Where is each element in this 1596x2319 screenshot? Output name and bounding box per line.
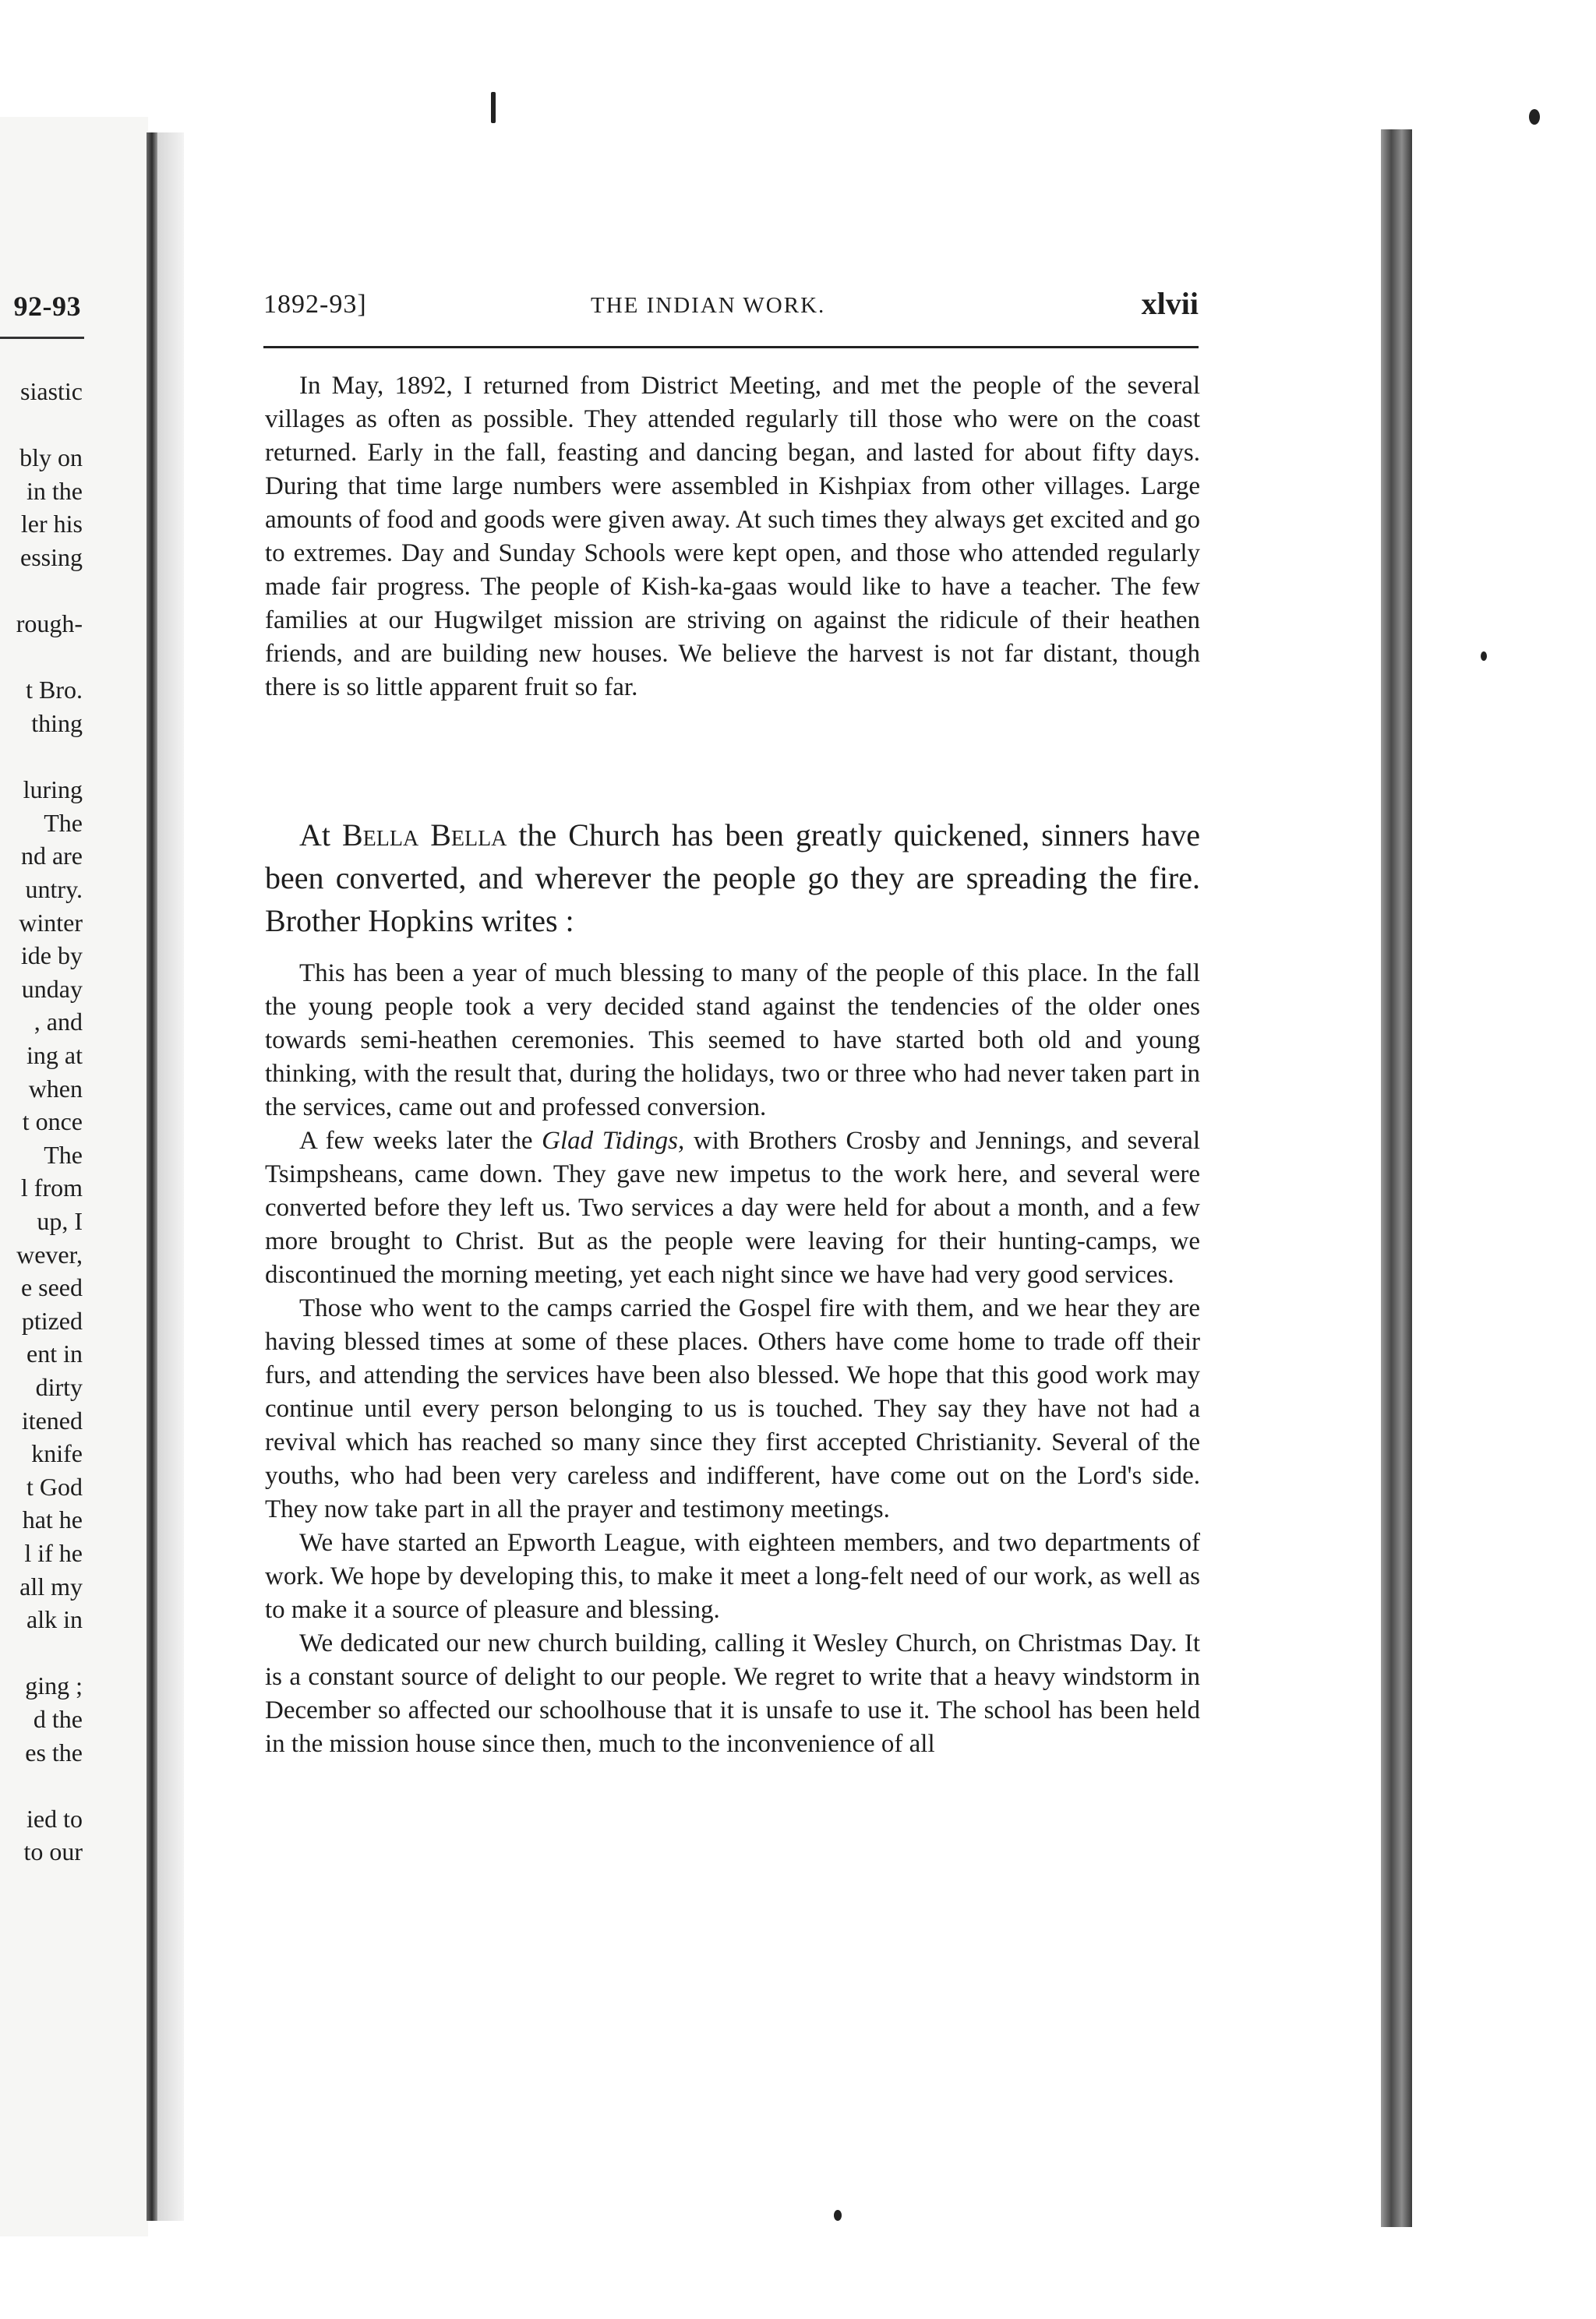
- paragraph-district-meeting: In May, 1892, I returned from District Meeting, and met the people of the several villages as often as possible. They attended regularly till those who were on the coast returned. Early in the fall, feasting and dancing began, and lasted for about fifty days. During that time large numbers were assembled in Kishpiax from other villages. Large amounts of food and goods were given away. At such times they always get excited and go to extremes. Day and Sunday Schools were kept open, and those who attended regularly made fair progress. The people of Kish-ka-gaas would like to have a teacher. The few families at our Hugwilget mission are striving on against the ridicule of their heathen friends, and are building new houses. We believe the harvest is not far distant, though there is so little apparent fruit so far.: [265, 372, 1200, 701]
- left-page-line: up, I: [37, 1207, 83, 1235]
- left-page-header: 92-93: [13, 291, 81, 322]
- left-page-line: rough-: [16, 609, 83, 638]
- left-page-line: t Bro.: [26, 676, 83, 704]
- left-page-line: when: [28, 1074, 83, 1103]
- paragraph-glad-tidings: A few weeks later the Glad Tidings, with Brothers Crosby and Jennings, and several Tsimpsheans, came down. They gave new impetus to the work here, and several were converted before they left us. Two services a day were held for about a month, and a few more brought to Christ. But as the people were leaving for their hunting-camps, we discontinued the morning meeting, yet each night since we have had very good services.: [265, 1127, 1200, 1289]
- left-page-line: winter: [19, 908, 83, 937]
- header-title: THE INDIAN WORK.: [591, 293, 826, 318]
- left-page-line: nd are: [20, 842, 83, 870]
- left-page-line: d the: [33, 1705, 83, 1733]
- left-page-line: wever,: [16, 1240, 83, 1269]
- left-page-line: ging ;: [25, 1671, 83, 1700]
- left-page-line: all my: [19, 1572, 83, 1601]
- left-page-line: ent in: [26, 1340, 83, 1368]
- page-number: xlvii: [1141, 286, 1199, 321]
- scan-speck: [1529, 109, 1540, 125]
- left-page-line: The: [44, 1140, 83, 1169]
- left-page-line: untry.: [25, 875, 83, 903]
- left-page-edge: [147, 132, 157, 2221]
- left-page-line: ptized: [21, 1306, 83, 1335]
- left-page-line: alk in: [26, 1605, 83, 1634]
- left-page-line: siastic: [20, 377, 83, 405]
- paragraph-gospel-fire: Those who went to the camps carried the Gospel fire with them, and we hear they are having blessed times at some of these places. Others have come home to trade off their furs, and attending the services have been also blessed. We hope that this good work may continue until every person belonging to us is touched. They say they have not had a revival which has reached so many since they first accepted Christianity. Several of the youths, who had been very careless and indifferent, have come out on the Lord's side. They now take part in all the prayer and testimony meetings.: [265, 1294, 1200, 1523]
- paragraph-epworth-league: We have started an Epworth League, with eighteen members, and two departments of work. We hope by developing this, to make it meet a long-felt need of our work, as well as to make it a source of pleasure and blessing.: [265, 1529, 1200, 1624]
- left-page-line: luring: [23, 775, 83, 804]
- place-name-bella-bella: Bella Bella: [342, 817, 507, 852]
- paragraph-wesley-church: We dedicated our new church building, calling it Wesley Church, on Christmas Day. It is a constant source of delight to our people. We regret to write that a heavy windstorm in December so affected our schoolhouse that it is unsafe to use it. The school has been held in the mission house since then, much to the inconvenience of all: [265, 1629, 1200, 1758]
- left-page-line: e seed: [20, 1273, 83, 1302]
- left-page-line: itened: [21, 1406, 83, 1435]
- left-page-line: l from: [20, 1174, 83, 1202]
- header-rule: [263, 346, 1199, 348]
- left-page-line: ide by: [20, 941, 83, 970]
- left-page-line: dirty: [35, 1373, 83, 1401]
- left-page-line: ler his: [20, 510, 83, 538]
- left-page-line: ing at: [26, 1041, 83, 1069]
- left-page-line: ied to: [26, 1804, 83, 1833]
- scan-speck: [834, 2210, 842, 2221]
- paragraph-year-of-blessing: This has been a year of much blessing to many of the people of this place. In the fall the young people took a very decided stand against the tendencies of the older ones towards semi-heathen ceremonies. This seemed to have started both old and young thinking, with the result that, during the holidays, two or three who had never taken part in the services, came out and professed conversion.: [265, 959, 1200, 1121]
- left-page-line: in the: [26, 476, 83, 505]
- left-page-rule: [0, 337, 84, 339]
- left-page-line: t once: [22, 1107, 83, 1136]
- ship-name: Glad Tidings,: [542, 1127, 685, 1155]
- scan-speck: [491, 92, 496, 123]
- header-years: 1892-93]: [263, 290, 367, 319]
- left-page-line: The: [44, 808, 83, 837]
- left-page-line: thing: [31, 709, 83, 737]
- left-page-line: es the: [25, 1738, 83, 1767]
- left-page-line: knife: [31, 1439, 83, 1468]
- left-page-line: hat he: [22, 1505, 83, 1534]
- left-page-line: t God: [26, 1472, 83, 1501]
- page-gutter: [157, 132, 184, 2221]
- left-page-line: to our: [23, 1837, 83, 1866]
- left-page-line: unday: [21, 974, 83, 1003]
- running-header: [263, 282, 1199, 321]
- right-page-edge: [1381, 129, 1412, 2227]
- quoted-letter: [265, 957, 1200, 1761]
- paragraph-bella-bella: At Bella Bella the Church has been greatly quickened, sinners have been converted, and wherever the people go they are spreading the fire. Brother Hopkins writes :: [265, 817, 1201, 938]
- left-page-line: , and: [34, 1008, 83, 1036]
- left-page-line: bly on: [19, 443, 83, 472]
- left-page-line: l if he: [24, 1539, 83, 1567]
- scan-speck: [1481, 651, 1487, 661]
- left-page-line: essing: [20, 543, 83, 571]
